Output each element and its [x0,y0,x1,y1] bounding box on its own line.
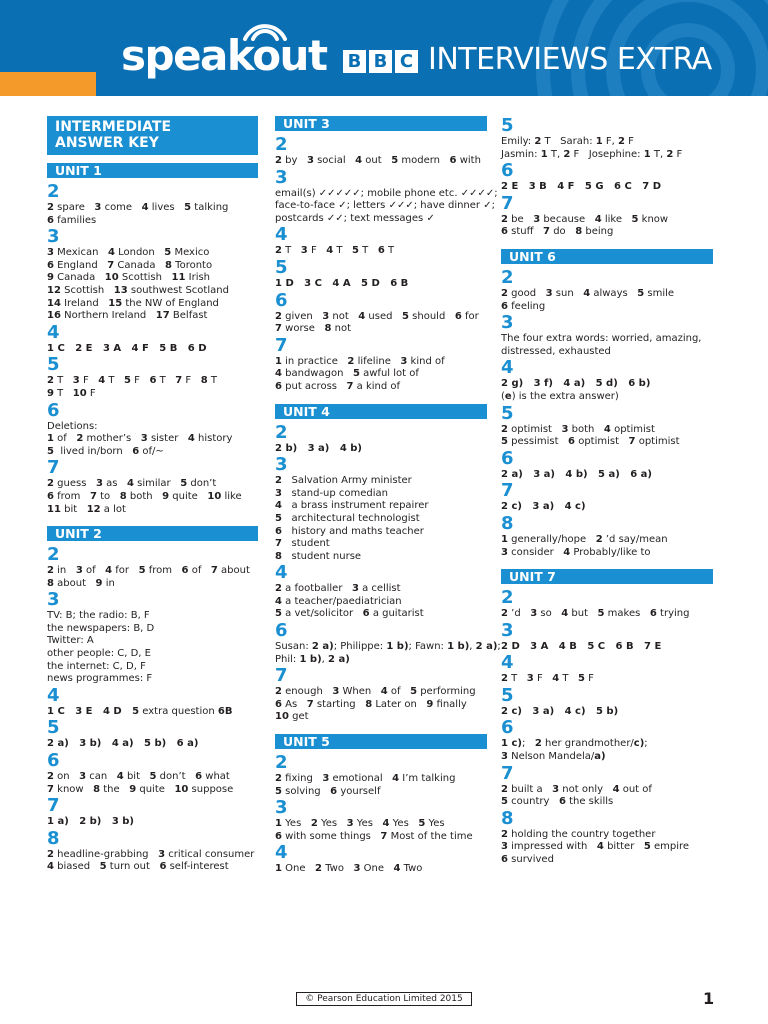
answer-line: postcards ✓✓; text messages ✓ [275,212,435,224]
answer-line: 11 bit 12 a lot [47,503,126,515]
answer-line: 8 about 9 in [47,577,115,589]
answer-line: The four extra words: worried, amazing, [501,333,702,345]
answer-line: 9 Canada 10 Scottish 11 Irish [47,272,211,284]
unit-heading: UNIT 3 [275,116,487,131]
answer-line: 2 a footballer 3 a cellist [275,583,401,595]
answer-line: 2 g) 3 f) 4 a) 5 d) 6 b) [501,378,651,390]
answer-line: 2 D 3 A 4 B 5 C 6 B 7 E [501,640,662,652]
answer-line: 4 a brass instrument repairer [275,500,429,512]
exercise-number: 4 [275,842,288,864]
answer-line: 7 worse 8 not [275,323,351,335]
answer-line: 3 consider 4 Probably/like to [501,546,651,558]
answer-line: face-to-face ✓; letters ✓✓✓; have dinner ✓; [275,200,495,212]
answer-line: 3 Nelson Mandela/a) [501,751,606,763]
exercise-number: 2 [47,181,60,202]
answer-line: 1 a) 2 b) 3 b) [47,816,134,828]
answer-line: 2 T 3 F 4 T 5 F 6 T 7 F 8 T [47,375,217,387]
exercise-number: 7 [47,795,60,817]
exercise-number: 8 [501,807,514,829]
answer-line: 2 in 3 of 4 for 5 from 6 of 7 about [47,565,250,577]
exercise-number: 6 [47,399,60,421]
answer-line: 5 lived in/born 6 of/~ [47,445,164,457]
answer-line: 2 good 3 sun 4 always 5 smile [501,287,675,299]
answer-line: 6 As 7 starting 8 Later on 9 finally [275,698,467,710]
exercise-number: 5 [47,717,60,739]
answer-line: 2 c) 3 a) 4 c) 5 b) [501,705,619,717]
answer-line: 6 England 7 Canada 8 Toronto [47,259,213,271]
answer-line: 6 put across 7 a kind of [275,380,401,392]
exercise-number: 4 [501,652,514,674]
answer-line: 3 impressed with 4 bitter 5 empire [501,841,690,853]
exercise-number: 4 [47,684,60,706]
answer-line: 2 T 3 F 4 T 5 T 6 T [275,245,395,257]
answer-line: 1 c); 2 her grandmother/c); [501,738,648,750]
answer-line: 8 student nurse [275,550,362,562]
answer-line: the internet: C, D, F [47,660,146,672]
answer-line: 2 fixing 3 emotional 4 I’m talking [275,773,456,785]
answer-line: 6 with some things 7 Most of the time [275,830,473,842]
answer-line: 3 Mexican 4 London 5 Mexico [47,247,210,259]
exercise-number: 3 [501,619,514,641]
unit-heading: UNIT 5 [275,734,487,749]
section-spacer [47,516,258,526]
exercise-number: 5 [47,354,60,376]
answer-line: 1 One 2 Two 3 One 4 Two [275,863,423,875]
exercise-number: 6 [47,750,60,772]
section-spacer [275,724,487,734]
answer-line: 7 know 8 the 9 quite 10 suppose [47,783,234,795]
answer-key-title [47,116,258,155]
answer-line: Emily: 2 T Sarah: 1 F, 2 F [501,136,634,147]
exercise-number: 3 [47,589,60,611]
answer-line: Phil: 1 b), 2 a) [275,653,350,665]
answer-line: the newspapers: B, D [47,622,155,634]
answer-line: other people: C, D, E [47,648,151,660]
exercise-number: 6 [275,620,288,642]
answer-line: 2 ’d 3 so 4 but 5 makes 6 trying [501,608,690,620]
section-spacer [501,559,713,569]
exercise-number: 5 [501,402,514,424]
title-line-2: ANSWER KEY [55,135,159,151]
answer-line: 1 D 3 C 4 A 5 D 6 B [275,277,409,289]
answer-line: 14 Ireland 15 the NW of England [47,297,219,309]
exercise-number: 4 [501,357,514,379]
exercise-number: 2 [501,266,514,288]
exercise-number: 7 [47,457,60,479]
answer-line: 2 be 3 because 4 like 5 know [501,213,669,225]
answer-line: 1 in practice 2 lifeline 3 kind of [275,355,445,367]
exercise-number: 7 [501,192,514,214]
answer-line: 12 Scottish 13 southwest Scotland [47,284,229,296]
answer-line: 2 E 3 B 4 F 5 G 6 C 7 D [501,181,661,193]
answer-line: 2 T 3 F 4 T 5 F [501,673,594,685]
exercise-number: 5 [275,256,288,278]
answer-line: 7 student [275,538,330,550]
unit-heading: UNIT 4 [275,404,487,419]
header-orange-block [0,72,96,96]
answer-line: 6 survived [501,854,554,866]
section-spacer [275,394,487,404]
answer-line: 2 c) 3 a) 4 c) [501,501,586,513]
answer-line: 2 Salvation Army minister [275,475,412,487]
answer-line: news programmes: F [47,673,153,685]
exercise-number: 2 [275,752,288,774]
answer-line: 3 stand-up comedian [275,487,389,499]
bbc-block-1: B [343,50,366,73]
copyright-notice: © Pearson Education Limited 2015 [296,992,472,1006]
answer-line: 2 b) 3 a) 4 b) [275,442,362,454]
answer-line: 2 spare 3 come 4 lives 5 talking [47,202,229,213]
exercise-number: 6 [275,289,288,311]
answer-line: 1 of 2 mother’s 3 sister 4 history [47,433,233,445]
answer-line: 10 get [275,711,309,723]
column-2 [275,116,501,876]
page-header [0,0,768,96]
answer-line: 5 pessimist 6 optimist 7 optimist [501,436,680,448]
exercise-number: 3 [275,454,288,476]
bbc-logo [343,50,418,73]
answer-line: 4 bandwagon 5 awful lot of [275,368,419,380]
answer-line: 2 by 3 social 4 out 5 modern 6 with [275,155,481,166]
exercise-number: 6 [501,160,514,182]
answer-line: 2 a) 3 a) 4 b) 5 a) 6 a) [501,468,652,480]
exercise-number: 3 [275,797,288,819]
answer-line: 6 history and maths teacher [275,525,424,537]
exercise-number: 2 [275,421,288,443]
page-number: 1 [703,989,715,1008]
answer-line: Jasmin: 1 T, 2 F Josephine: 1 T, 2 F [501,148,683,160]
answer-line: 2 a) 3 b) 4 a) 5 b) 6 a) [47,738,199,750]
answer-line: Twitter: A [47,635,94,647]
exercise-number: 4 [275,224,288,246]
column-3 [501,116,713,867]
answer-line: 2 on 3 can 4 bit 5 don’t 6 what [47,771,230,783]
answer-line: 5 architectural technologist [275,512,420,524]
section-spacer [501,239,713,249]
answer-line: 1 generally/hope 2 ’d say/mean [501,533,668,545]
exercise-number: 2 [47,544,60,566]
speakout-logo [121,32,327,80]
exercise-number: 3 [275,166,288,188]
exercise-number: 5 [501,684,514,706]
answer-line: 6 families [47,214,97,226]
exercise-number: 6 [501,717,514,739]
exercise-number: 7 [275,334,288,356]
answer-line: 6 from 7 to 8 both 9 quite 10 like [47,490,242,502]
logo-out-text: out [252,31,327,80]
answer-line: 2 headline-grabbing 3 critical consumer [47,848,255,860]
exercise-number: 3 [47,226,60,248]
exercise-number: 4 [275,562,288,584]
answer-line: 5 a vet/solicitor 6 a guitarist [275,608,424,620]
logo-speak-text: speak [121,31,253,80]
exercise-number: 6 [501,447,514,469]
broadcast-arcs-icon [240,17,290,41]
answer-line: (e) is the extra answer) [501,390,619,402]
exercise-number: 2 [275,134,288,155]
exercise-number: 8 [47,827,60,849]
answer-line: 2 guess 3 as 4 similar 5 don’t [47,478,217,490]
answer-line: 4 a teacher/paediatrician [275,595,402,607]
answer-line: 2 built a 3 not only 4 out of [501,783,652,795]
answer-line: Susan: 2 a); Philippe: 1 b); Fawn: 1 b), 2 a); [275,641,501,653]
answer-line: 16 Northern Ireland 17 Belfast [47,310,208,322]
unit-heading: UNIT 7 [501,569,713,584]
answer-line: 4 biased 5 turn out 6 self-interest [47,861,229,873]
exercise-number: 4 [47,321,60,343]
series-title: INTERVIEWS EXTRA [428,42,712,77]
unit-heading: UNIT 1 [47,163,258,178]
bbc-block-2: B [369,50,392,73]
answer-line: 5 solving 6 yourself [275,785,381,797]
answer-line: 2 optimist 3 both 4 optimist [501,423,655,435]
answer-line: email(s) ✓✓✓✓✓; mobile phone etc. ✓✓✓✓; [275,187,498,199]
unit-heading: UNIT 6 [501,249,713,264]
exercise-number: 7 [275,665,288,687]
title-line-1: INTERMEDIATE [55,119,172,135]
answer-line: 2 enough 3 When 4 of 5 performing [275,686,476,698]
unit-heading: UNIT 2 [47,526,258,541]
answer-line: 2 given 3 not 4 used 5 should 6 for [275,310,479,322]
bbc-block-3: C [395,50,418,73]
answer-line: 2 holding the country together [501,828,656,840]
exercise-number: 3 [501,312,514,334]
answer-line: 1 C 3 E 4 D 5 extra question 6B [47,705,233,717]
answer-line: distressed, exhausted [501,345,611,357]
exercise-number: 7 [501,480,514,502]
answer-line: Deletions: [47,420,98,432]
answer-line: 9 T 10 F [47,387,96,399]
answer-line: 1 C 2 E 3 A 4 F 5 B 6 D [47,342,207,354]
exercise-number: 7 [501,762,514,784]
answer-line: 6 stuff 7 do 8 being [501,226,614,238]
exercise-number: 2 [501,587,514,609]
answer-line: 1 Yes 2 Yes 3 Yes 4 Yes 5 Yes [275,818,445,830]
column-1 [47,116,258,874]
exercise-number: 5 [501,115,514,136]
exercise-number: 8 [501,512,514,534]
answer-line: 5 country 6 the skills [501,796,614,808]
answer-line: 6 feeling [501,300,546,312]
answer-line: TV: B; the radio: B, F [47,610,150,622]
